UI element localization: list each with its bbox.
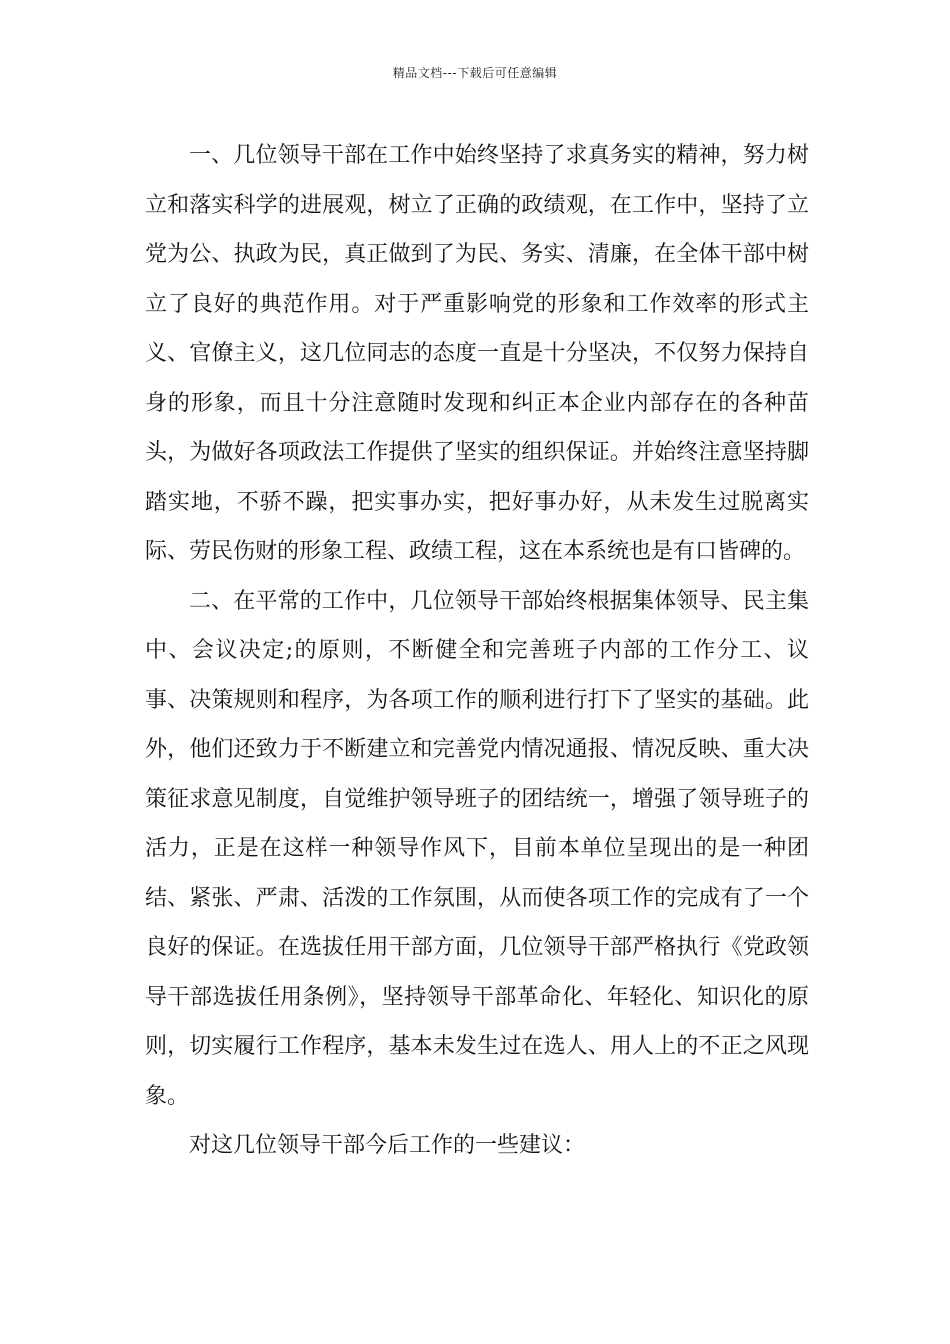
document-body — [145, 131, 809, 1171]
page-header: 精品文档---下载后可任意编辑 — [392, 66, 558, 80]
paragraph-3: 对这几位领导干部今后工作的一些建议： — [189, 1133, 586, 1158]
paragraph-1: 一、几位领导干部在工作中始终坚持了求真务实的精神，努力树立和落实科学的进展观，树立了正确的政绩观，在工作中，坚持了立党为公、执政为民，真正做到了为民、务实、清廉，在全体干部中树立了良好的典范作用。对于严重影响党的形象和工作效率的形式主义、官僚主义，这几位同志的态度一直是十分坚决，不仅努力保持自身的形象，而且十分注意随时发现和纠正本企业内部存在的各种苗头，为做好各项政法工作提供了坚实的组织保证。并始终注意坚持脚踏实地，不骄不躁，把实事办实，把好事办好，从未发生过脱离实际、劳民伤财的形象工程、政绩工程，这在本系统也是有口皆碑的。 — [145, 143, 809, 564]
paragraph-2: 二、在平常的工作中，几位领导干部始终根据集体领导、民主集中、会议决定;的原则，不断健全和完善班子内部的工作分工、议事、决策规则和程序，为各项工作的顺利进行打下了坚实的基础。此外，他们还致力于不断建立和完善党内情况通报、情况反映、重大决策征求意见制度，自觉维护领导班子的团结统一，增强了领导班子的活力，正是在这样一种领导作风下，目前本单位呈现出的是一种团结、紧张、严肃、活泼的工作氛围，从而使各项工作的完成有了一个良好的保证。在选拔任用干部方面，几位领导干部严格执行《党政领导干部选拔任用条例》，坚持领导干部革命化、年轻化、知识化的原则，切实履行工作程序，基本未发生过在选人、用人上的不正之风现象。 — [145, 588, 809, 1109]
